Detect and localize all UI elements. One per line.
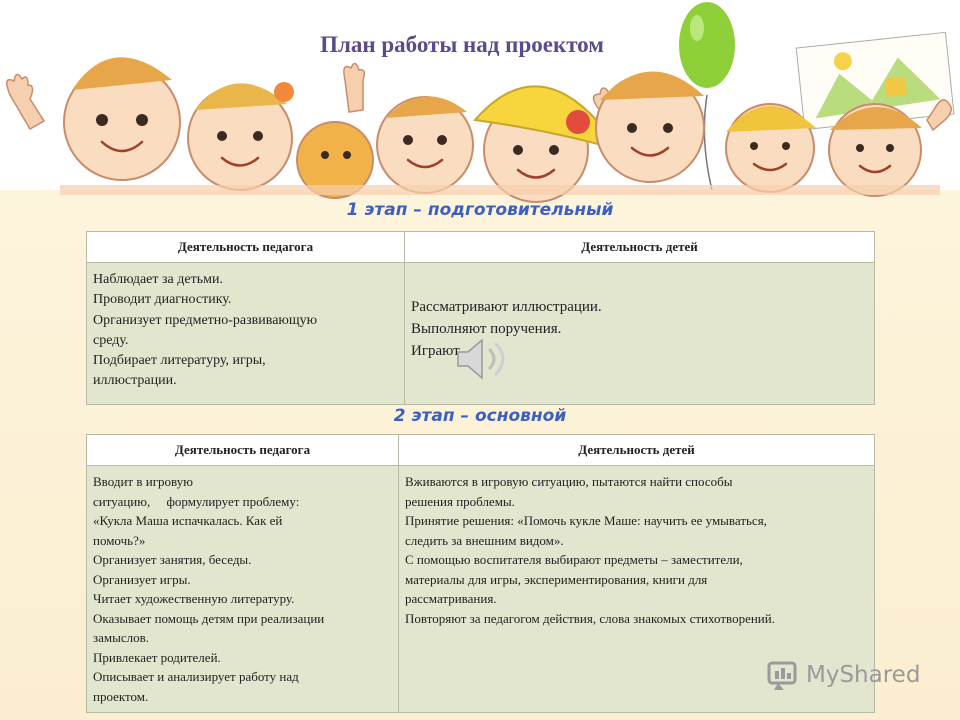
list-item: материалы для игры, экспериментирования, книги для (405, 571, 708, 587)
list-item: «Кукла Маша испачкалась. Как ей (93, 513, 283, 528)
list-item: Подбирает литературу, игры, (93, 353, 266, 369)
watermark-logo[interactable] (766, 656, 920, 694)
table-row (87, 466, 875, 713)
stage-2-heading: 2 этап – основной (393, 406, 567, 426)
list-item: Выполняют поручения. (411, 320, 562, 337)
speaker-icon[interactable] (454, 334, 512, 384)
column-header-teacher: Деятельность педагога (87, 435, 399, 466)
list-item: Наблюдает за детьми. (93, 272, 223, 287)
list-item: Читает художественную литературу. (93, 591, 295, 606)
watermark-text: MyShared (806, 662, 921, 688)
list-item: рассматривания. (405, 591, 497, 606)
column-header-teacher: Деятельность педагога (87, 232, 405, 263)
list-item: Повторяют за педагогом действия, слова знакомых стихотворений. (405, 610, 775, 626)
list-item: Описывает и анализирует работу над (93, 669, 299, 684)
list-item: Организует занятия, беседы. (93, 552, 252, 567)
mychart-logo-icon (766, 657, 802, 693)
column-header-children: Деятельность детей (405, 232, 875, 263)
list-item: Организует игры. (93, 571, 191, 587)
table-header-row (87, 435, 875, 466)
list-item: замыслов. (93, 630, 150, 645)
list-item: Организует предметно-развивающую (93, 312, 318, 328)
list-item: Привлекает родителей. (93, 649, 221, 665)
list-item: Вживаются в игровую ситуацию, пытаются найти способы (405, 474, 733, 489)
list-item: Вводит в игровую (93, 474, 193, 489)
list-item: иллюстрации. (93, 373, 177, 389)
column-header-children: Деятельность детей (399, 435, 875, 466)
list-item: среду. (93, 332, 129, 348)
page-title: План работы над проектом (320, 32, 604, 57)
teacher-activity-cell (87, 263, 405, 405)
table-header-row (87, 232, 875, 263)
children-illustration (0, 0, 960, 205)
list-item: С помощью воспитателя выбирают предметы – заместители, (405, 552, 743, 567)
list-item: Играют. (411, 342, 463, 359)
list-item: Принятие решения: «Помочь кукле Маше: научить ее умываться, (405, 513, 767, 528)
teacher-activity-cell (87, 466, 399, 713)
list-item: помочь?» (93, 532, 146, 548)
list-item: ситуацию, формулирует проблему: (93, 493, 300, 509)
stage-1-heading: 1 этап – подготовительный (346, 200, 614, 220)
list-item: решения проблемы. (405, 493, 515, 509)
list-item: Проводит диагностику. (93, 292, 232, 308)
stage-2-table (86, 434, 875, 713)
list-item: Оказывает помощь детям при реализации (93, 610, 325, 626)
list-item: проектом. (93, 688, 149, 704)
list-item: Рассматривают иллюстрации. (411, 299, 602, 315)
list-item: следить за внешним видом». (405, 532, 564, 548)
